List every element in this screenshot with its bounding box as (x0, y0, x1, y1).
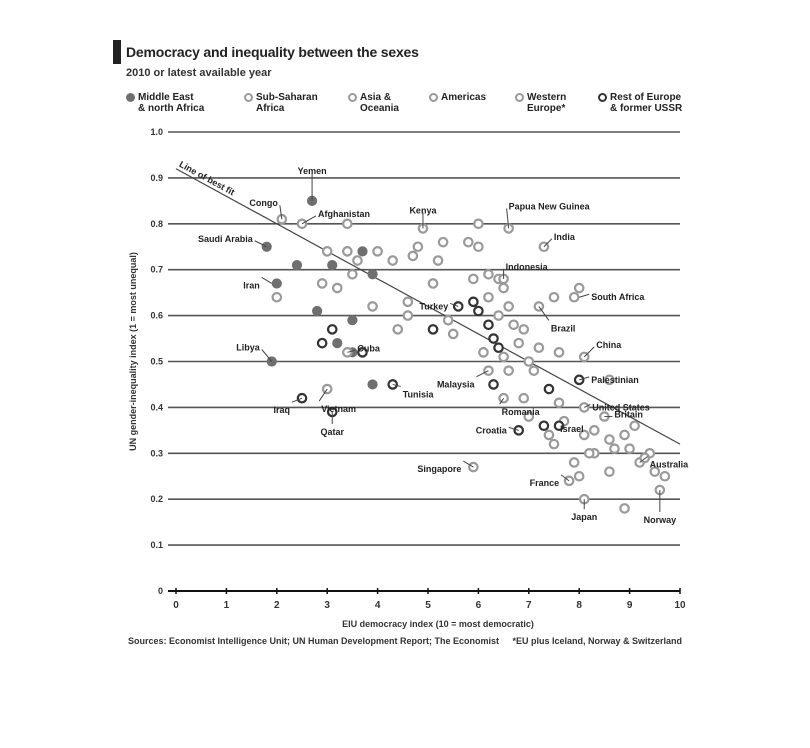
data-point (489, 334, 497, 342)
data-point (333, 284, 341, 292)
x-tick-label: 3 (324, 600, 330, 611)
data-point (504, 302, 512, 310)
data-point (343, 247, 351, 255)
label-leader-line (262, 277, 272, 283)
country-label: China (596, 339, 622, 350)
legend-label: Asia & Oceania (360, 92, 399, 114)
data-point (328, 261, 337, 270)
country-label: Kenya (409, 205, 437, 216)
y-tick-label: 0.6 (150, 310, 163, 321)
data-point (515, 339, 523, 347)
data-point (620, 431, 628, 439)
data-point (353, 256, 361, 264)
data-point (358, 247, 367, 256)
country-label: Palestinian (591, 374, 639, 385)
country-label: Iran (243, 280, 260, 291)
data-point (394, 325, 402, 333)
y-axis-label: UN gender-inequality index (1 = most unequal) (128, 252, 138, 451)
data-point (474, 243, 482, 251)
data-point (404, 311, 412, 319)
data-point (444, 316, 452, 324)
x-tick-label: 5 (425, 600, 431, 611)
x-tick-label: 6 (475, 600, 482, 611)
x-tick-label: 2 (274, 600, 280, 611)
data-point (449, 330, 457, 338)
data-point (575, 472, 583, 480)
best-fit-label: Line of best fit (177, 159, 237, 198)
y-tick-label: 0.4 (150, 402, 163, 413)
data-point (318, 279, 326, 287)
country-label: Iraq (273, 405, 290, 416)
data-point (389, 380, 397, 388)
data-point (343, 220, 351, 228)
country-label: Croatia (475, 425, 507, 436)
country-label: France (529, 477, 560, 488)
data-point (368, 380, 377, 389)
data-point (555, 348, 563, 356)
country-label: Brazil (550, 323, 576, 334)
country-label: Vietnam (321, 404, 357, 415)
country-label: Israel (560, 424, 584, 435)
data-point (520, 325, 528, 333)
label-leader-line (262, 350, 272, 362)
y-tick-label: 0.3 (150, 448, 163, 459)
data-point (494, 344, 502, 352)
y-tick-label: 0 (157, 586, 163, 596)
data-point (494, 311, 502, 319)
footnote: *EU plus Iceland, Norway & Switzerland (512, 636, 682, 646)
data-point (409, 252, 417, 260)
country-label: Tunisia (402, 389, 434, 400)
sources-note: Sources: Economist Intelligence Unit; UN Human Development Report; The Economist (128, 636, 500, 646)
data-point (348, 270, 356, 278)
data-point (570, 458, 578, 466)
y-tick-label: 0.2 (150, 494, 163, 505)
data-point (474, 307, 482, 315)
x-tick-label: 8 (576, 600, 582, 611)
country-label: Libya (236, 342, 260, 353)
data-point (484, 293, 492, 301)
label-leader-line (579, 294, 589, 297)
data-point (469, 298, 477, 306)
data-point (661, 472, 669, 480)
data-point (530, 366, 538, 374)
data-point (535, 344, 543, 352)
data-point (545, 431, 553, 439)
chart-title: Democracy and inequality between the sexes (126, 44, 419, 60)
country-label: Indonesia (505, 261, 548, 272)
data-point (479, 348, 487, 356)
data-point (323, 247, 331, 255)
x-tick-label: 0 (173, 600, 179, 611)
x-tick-label: 10 (674, 600, 686, 611)
data-point (590, 426, 598, 434)
country-label: Cuba (357, 343, 380, 354)
data-point (570, 293, 578, 301)
data-point (585, 449, 593, 457)
data-point (292, 261, 301, 270)
data-point (509, 321, 517, 329)
data-point (545, 385, 553, 393)
country-label: Afghanistan (318, 208, 371, 219)
data-point (333, 339, 342, 348)
data-point (499, 284, 507, 292)
x-tick-label: 7 (526, 600, 532, 611)
data-point (272, 279, 281, 288)
country-label: Congo (249, 198, 278, 209)
legend-label: Sub-Saharan Africa (256, 92, 318, 114)
data-point (439, 238, 447, 246)
data-point (499, 353, 507, 361)
data-point (469, 275, 477, 283)
country-label: Saudi Arabia (198, 233, 253, 244)
y-tick-label: 0.8 (150, 218, 163, 229)
x-axis-label: EIU democracy index (10 = most democratic) (342, 619, 534, 629)
data-point (484, 321, 492, 329)
country-label: Norway (643, 515, 677, 526)
country-label: India (553, 231, 575, 242)
data-point (605, 467, 613, 475)
legend-label: Rest of Europe & former USSR (610, 92, 683, 114)
country-label: Romania (501, 407, 540, 418)
data-point (550, 293, 558, 301)
data-point (368, 270, 377, 279)
data-point (605, 435, 613, 443)
data-point (540, 422, 548, 430)
x-tick-label: 9 (626, 600, 633, 611)
data-point (484, 270, 492, 278)
chart-subtitle: 2010 or latest available year (126, 67, 272, 79)
data-point (298, 394, 306, 402)
data-point (610, 445, 618, 453)
data-point (389, 256, 397, 264)
data-point (575, 284, 583, 292)
data-point (520, 394, 528, 402)
data-point (318, 339, 326, 347)
y-tick-label: 0.1 (150, 540, 163, 551)
country-label: Singapore (417, 464, 462, 475)
data-point (630, 422, 638, 430)
country-label: Qatar (320, 426, 344, 437)
x-tick-label: 1 (223, 600, 230, 611)
country-label: Malaysia (436, 379, 475, 390)
data-point (625, 445, 633, 453)
data-point (313, 306, 322, 315)
data-point (328, 325, 336, 333)
y-tick-label: 0.7 (150, 264, 163, 275)
y-tick-label: 0.9 (150, 172, 163, 183)
data-point (273, 293, 281, 301)
legend-label: Americas (441, 92, 487, 103)
label-leader-line (539, 306, 549, 320)
data-point (323, 385, 331, 393)
country-label: United States (592, 402, 650, 413)
data-point (620, 504, 628, 512)
country-label: Papua New Guinea (508, 201, 590, 212)
country-label: Japan (571, 512, 598, 523)
data-point (499, 394, 507, 402)
data-point (348, 316, 357, 325)
legend-label: Middle East & north Africa (138, 92, 205, 114)
data-point (404, 298, 412, 306)
x-tick-label: 4 (374, 600, 381, 611)
y-tick-label: 1.0 (150, 127, 163, 137)
data-point (414, 243, 422, 251)
country-label: South Africa (591, 292, 645, 303)
data-point (429, 325, 437, 333)
data-point (555, 399, 563, 407)
data-point (434, 256, 442, 264)
data-point (368, 302, 376, 310)
data-point (550, 440, 558, 448)
data-point (429, 279, 437, 287)
country-label: Britain (614, 409, 643, 420)
country-label: Turkey (419, 301, 449, 312)
y-tick-label: 0.5 (150, 356, 163, 367)
data-point (535, 302, 543, 310)
data-point (474, 220, 482, 228)
data-point (504, 366, 512, 374)
data-point (489, 380, 497, 388)
data-point (373, 247, 381, 255)
data-point (525, 357, 533, 365)
legend-label: Western Europe* (527, 92, 567, 114)
data-point (464, 238, 472, 246)
country-label: Yemen (297, 165, 327, 176)
country-label: Australia (649, 459, 689, 470)
